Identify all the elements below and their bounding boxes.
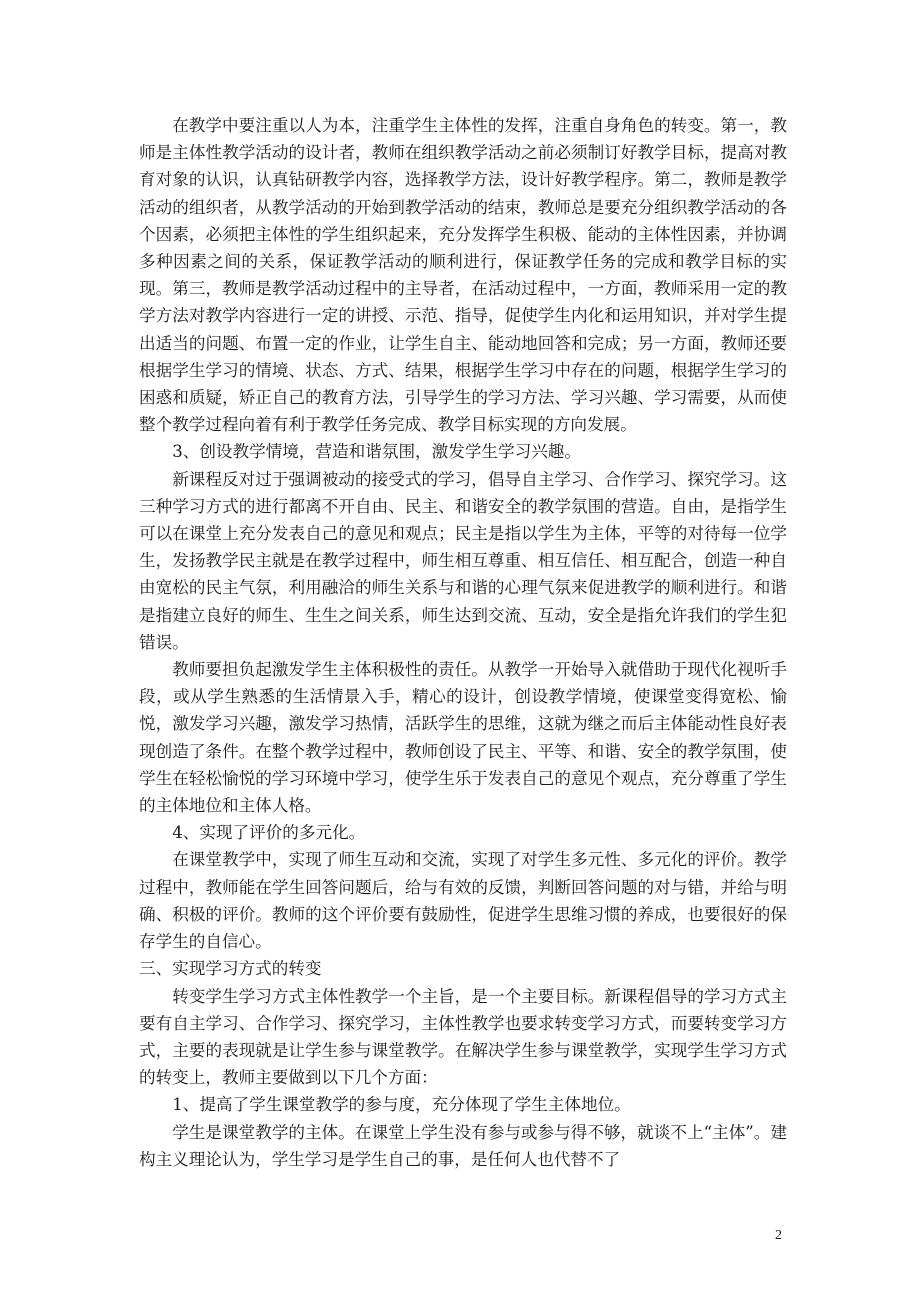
- paragraph-classroom-evaluation: 在课堂教学中，实现了师生互动和交流，实现了对学生多元性、多元化的评价。教学过程中，教师能在学生回答问题后，给与有效的反馈，判断回答问题的对与错，并给与明确、积极的评价。教师的这个评价要有鼓励性，促进学生思维习惯的养成，也要很好的保存学生的自信心。: [139, 850, 787, 952]
- paragraph-teacher-roles: 在教学中要注重以人为本，注重学生主体性的发挥，注重自身角色的转变。第一，教师是主体性教学活动的设计者，教师在组织教学活动之前必须制订好教学目标，提高对教育对象的认识，认真钻研教学内容，选择教学方法，设计好教学程序。第二，教师是教学活动的组织者，从教学活动的开始到教学活动的结束，教师总是要充分组织教学活动的各个因素，必须把主体性的学生组织起来，充分发挥学生积极、能动的主体性因素，并协调多种因素之间的关系，保证教学活动的顺利进行，保证教学任务的完成和教学目标的实现。第三，教师是教学活动过程中的主导者，在活动过程中，一方面，教师采用一定的教学方法对教学内容进行一定的讲授、示范、指导，促使学生内化和运用知识，并对学生提出适当的问题、布置一定的作业，让学生自主、能动地回答和完成；另一方面，教师还要根据学生学习的情境、状态、方式、结果，根据学生学习中存在的问题，根据学生学习的困惑和质疑，矫正自己的教育方法，引导学生的学习方法、学习兴趣、学习需要，从而使整个教学过程向着有利于教学任务完成、教学目标实现的方向发展。: [139, 116, 787, 435]
- heading-4-evaluation: 4、实现了评价的多元化。: [172, 823, 366, 843]
- section-heading-learning-style: 三、实现学习方式的转变: [139, 959, 322, 979]
- page-number: 2: [775, 1228, 782, 1243]
- paragraph-new-curriculum: 新课程反对过于强调被动的接受式的学习，倡导自主学习、合作学习、探究学习。这三种学习方式的进行都离不开自由、民主、和谐安全的教学氛围的营造。自由，是指学生可以在课堂上充分发表自己的意见和观点；民主是指以学生为主体，平等的对待每一位学生，发扬教学民主就是在教学过程中，师生相互尊重、相互信任、相互配合，创造一种自由宽松的民主气氛，利用融洽的师生关系与和谐的心理气氛来促进教学的顺利进行。和谐是指建立良好的师生、生生之间关系，师生达到交流、互动，安全是指允许我们的学生犯错误。: [139, 469, 787, 652]
- document-body: [139, 112, 787, 1173]
- paragraph-student-subject: 学生是课堂教学的主体。在课堂上学生没有参与或参与得不够，就谈不上“主体”。建构主义理论认为，学生学习是学生自己的事，是任何人也代替不了: [139, 1122, 787, 1169]
- paragraph-learning-style: 转变学生学习方式主体性教学一个主旨，是一个主要目标。新课程倡导的学习方式主要有自主学习、合作学习、探究学习，主体性教学也要求转变学习方式，而要转变学习方式，主要的表现就是让学生参与课堂教学。在解决学生参与课堂教学，实现学生学习方式的转变上，教师主要做到以下几个方面：: [139, 986, 787, 1088]
- heading-3-teaching-situation: 3、创设教学情境，营造和谐氛围，激发学生学习兴趣。: [172, 442, 581, 462]
- paragraph-teacher-responsibility: 教师要担负起激发学生主体积极性的责任。从教学一开始导入就借助于现代化视听手段，或从学生熟悉的生活情景入手，精心的设计，创设教学情境，使课堂变得宽松、愉悦，激发学习兴趣，激发学习热情，活跃学生的思维，这就为继之而后主体能动性良好表现创造了条件。在整个教学过程中，教师创设了民主、平等、和谐、安全的教学氛围，使学生在轻松愉悦的学习环境中学习，使学生乐于发表自己的意见个观点，充分尊重了学生的主体地位和主体人格。: [139, 660, 787, 816]
- heading-1-participation: 1、提高了学生课堂教学的参与度，充分体现了学生主体地位。: [172, 1095, 631, 1115]
